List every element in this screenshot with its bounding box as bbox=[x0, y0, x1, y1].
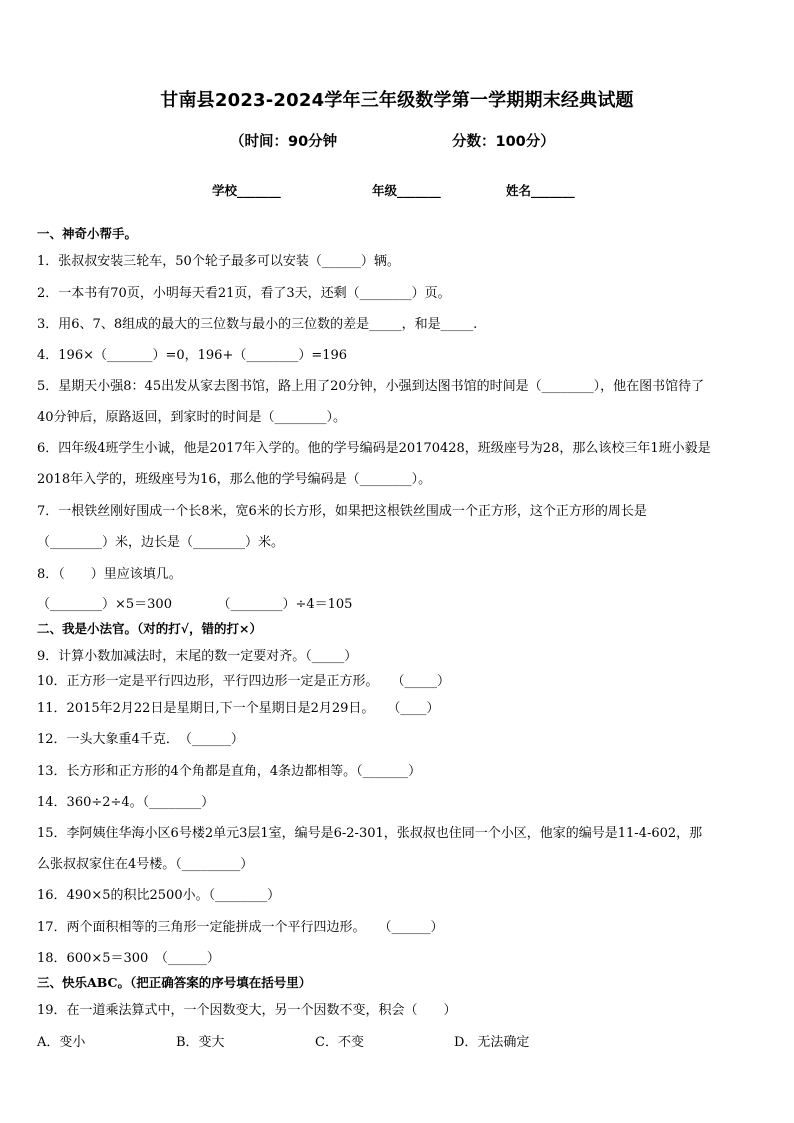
page-title: 甘南县2023-2024学年三年级数学第一学期期末经典试题 bbox=[160, 90, 634, 111]
option-d: D．无法确定 bbox=[454, 1035, 530, 1050]
question-12: 12．一头大象重4千克． （______） bbox=[37, 732, 244, 747]
option-c: C．不变 bbox=[315, 1035, 364, 1050]
name-field: 姓名_______ bbox=[506, 183, 575, 198]
question-5-line-2: 40分钟后，原路返回，到家时的时间是（________）。 bbox=[37, 410, 347, 425]
section-1-heading: 一、神奇小帮手。 bbox=[37, 226, 138, 241]
question-6-line-1: 6．四年级4班学生小诚，他是2017年入学的。他的学号编码是20170428，班级座号为28，那么该校三年1班小毅是 bbox=[37, 441, 711, 456]
school-field: 学校_______ bbox=[212, 183, 281, 198]
question-16: 16．490×5的积比2500小。（________） bbox=[37, 888, 281, 903]
question-13: 13．长方形和正方形的4个角都是直角，4条边都相等。（_______） bbox=[37, 764, 422, 779]
question-10: 10．正方形一定是平行四边形，平行四边形一定是正方形。 （_____） bbox=[37, 674, 451, 689]
question-4: 4．196×（_______）=0，196+（________）=196 bbox=[37, 348, 348, 363]
question-11: 11．2015年2月22日是星期日,下一个星期日是2月29日。 （____） bbox=[37, 701, 440, 716]
question-6-line-2: 2018年入学的，班级座号为16，那么他的学号编码是（________）。 bbox=[37, 472, 432, 487]
question-15-line-2: 么张叔叔家住在4号楼。（_________） bbox=[37, 857, 254, 872]
section-2-heading: 二、我是小法官。（对的打√，错的打×） bbox=[37, 621, 262, 636]
question-8-line-1: 8．（ ）里应该填几。 bbox=[37, 567, 182, 582]
question-15-line-1: 15．李阿姨住华海小区6号楼2单元3层1室，编号是6-2-301，张叔叔也住同一个小区，他家的编号是11-4-602，那 bbox=[37, 826, 703, 841]
question-7-line-1: 7．一根铁丝刚好围成一个长8米，宽6米的长方形，如果把这根铁丝围成一个正方形，这个正方形的周长是 bbox=[37, 504, 647, 519]
question-3: 3．用6、7、8组成的最大的三位数与最小的三位数的差是_____，和是_____. bbox=[37, 317, 478, 332]
question-9: 9．计算小数加减法时，末尾的数一定要对齐。（_____） bbox=[37, 649, 358, 664]
question-7-line-2: （________）米，边长是（________）米。 bbox=[37, 535, 285, 550]
question-18: 18．600×5＝300 （______） bbox=[37, 951, 220, 966]
question-17: 17．两个面积相等的三角形一定能拼成一个平行四边形。 （______） bbox=[37, 920, 444, 935]
option-b: B．变大 bbox=[176, 1035, 225, 1050]
section-3-heading: 三、快乐ABC。（把正确答案的序号填在括号里） bbox=[37, 975, 312, 990]
time-limit: （时间：90分钟 bbox=[230, 134, 338, 150]
question-19: 19．在一道乘法算式中，一个因数变大，另一个因数不变，积会（ ） bbox=[37, 1003, 457, 1018]
total-score: 分数：100分） bbox=[452, 134, 555, 150]
question-8-line-2: （________）×5＝300 （________）÷4＝105 bbox=[37, 597, 353, 612]
question-1: 1．张叔叔安装三轮车，50个轮子最多可以安装（______）辆。 bbox=[37, 254, 400, 269]
question-14: 14．360÷2÷4。（________） bbox=[37, 795, 215, 810]
option-a: A．变小 bbox=[37, 1035, 86, 1050]
question-2: 2．一本书有70页，小明每天看21页，看了3天，还剩（________）页。 bbox=[37, 286, 451, 301]
grade-field: 年级_______ bbox=[372, 183, 441, 198]
question-5-line-1: 5．星期天小强8：45出发从家去图书馆，路上用了20分钟，小强到达图书馆的时间是（________），他在图书馆待了 bbox=[37, 379, 705, 394]
